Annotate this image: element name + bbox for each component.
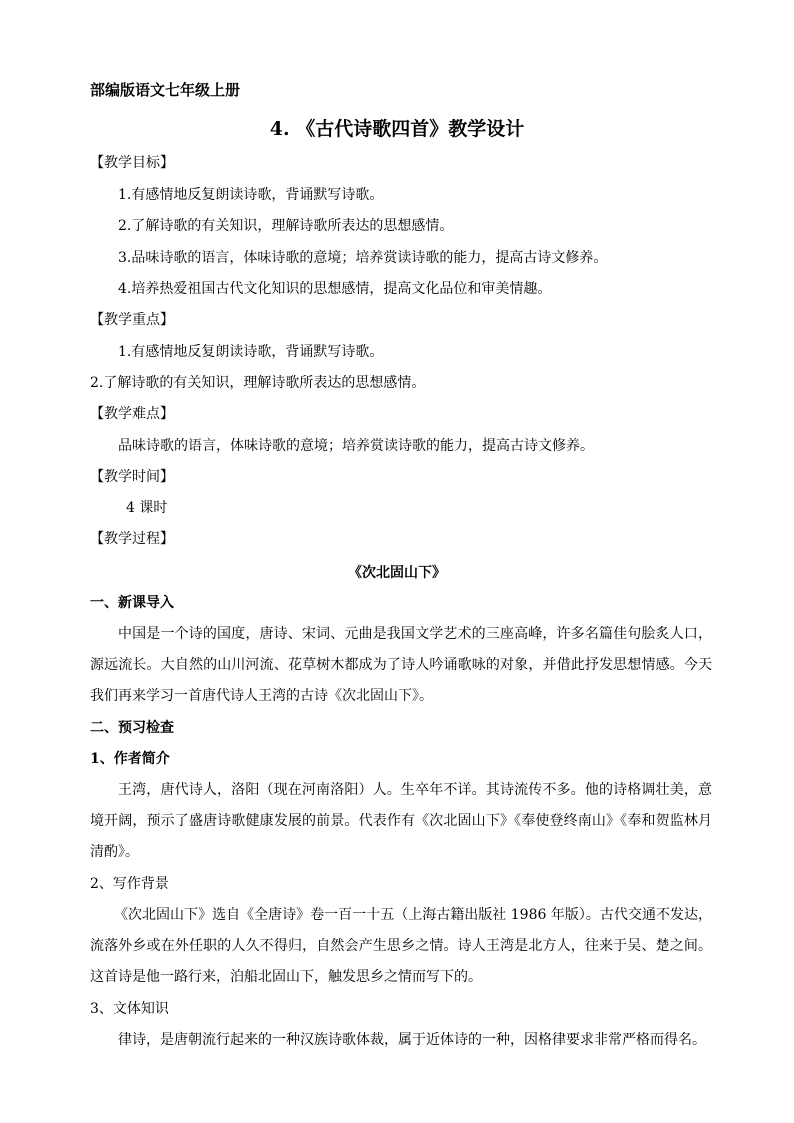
process-heading: 【教学过程】 xyxy=(90,531,174,547)
key-point-item: 1.有感情地反复朗读诗歌，背诵默写诗歌。 xyxy=(118,344,384,360)
lesson-title: 《次北固山下》 xyxy=(348,565,446,581)
objective-item: 1.有感情地反复朗读诗歌，背诵默写诗歌。 xyxy=(118,187,384,203)
document-title: 4. 《古代诗歌四首》教学设计 xyxy=(269,118,525,140)
objective-item: 3.品味诗歌的语言，体味诗歌的意境；培养赏读诗歌的能力，提高古诗文修养。 xyxy=(118,250,608,266)
time-heading: 【教学时间】 xyxy=(90,469,174,485)
background-heading: 2、写作背景 xyxy=(90,876,169,892)
objectives-heading: 【教学目标】 xyxy=(90,155,174,171)
author-heading: 1、作者简介 xyxy=(90,751,170,767)
subject-label: 部编版语文七年级上册 xyxy=(90,81,241,99)
author-paragraph: 王湾，唐代诗人，洛阳（现在河南洛阳）人。生卒年不详。其诗流传不多。他的诗格调壮美，意境开阔，预示了盛唐诗歌健康发展的前景。代表作有《次北固山下》《奉使登终南山》《奉和贺监林月清酌》。 xyxy=(90,782,712,860)
difficulties-heading: 【教学难点】 xyxy=(90,406,174,422)
time-text: 4 课时 xyxy=(126,500,168,516)
key-point-item: 2.了解诗歌的有关知识，理解诗歌所表达的思想感情。 xyxy=(90,375,426,391)
background-paragraph: 《次北固山下》选自《全唐诗》卷一百一十五（上海古籍出版社 1986 年版）。古代交通不发达，流落外乡或在外任职的人久不得归，自然会产生思乡之情。诗人王湾是北方人，往来于吴、楚之间。这首诗是他一路行来，泊船北固山下，触发思乡之情而写下的。 xyxy=(90,907,712,985)
preview-heading: 二、预习检查 xyxy=(90,720,174,736)
genre-heading: 3、文体知识 xyxy=(90,1001,169,1017)
genre-paragraph: 律诗，是唐朝流行起来的一种汉族诗歌体裁，属于近体诗的一种，因格律要求非常严格而得名。 xyxy=(118,1032,706,1048)
key-points-heading: 【教学重点】 xyxy=(90,312,174,328)
intro-paragraph: 中国是一个诗的国度，唐诗、宋词、元曲是我国文学艺术的三座高峰，许多名篇佳句脍炙人口，源远流长。大自然的山川河流、花草树木都成为了诗人吟诵歌咏的对象，并借此抒发思想情感。今天我们再来学习一首唐代诗人王湾的古诗《次北固山下》。 xyxy=(90,626,712,704)
objective-item: 4.培养热爱祖国古代文化知识的思想感情，提高文化品位和审美情趣。 xyxy=(118,281,552,297)
intro-heading: 一、新课导入 xyxy=(90,595,174,611)
difficulties-text: 品味诗歌的语言，体味诗歌的意境；培养赏读诗歌的能力，提高古诗文修养。 xyxy=(118,438,594,454)
objective-item: 2.了解诗歌的有关知识，理解诗歌所表达的思想感情。 xyxy=(118,218,454,234)
